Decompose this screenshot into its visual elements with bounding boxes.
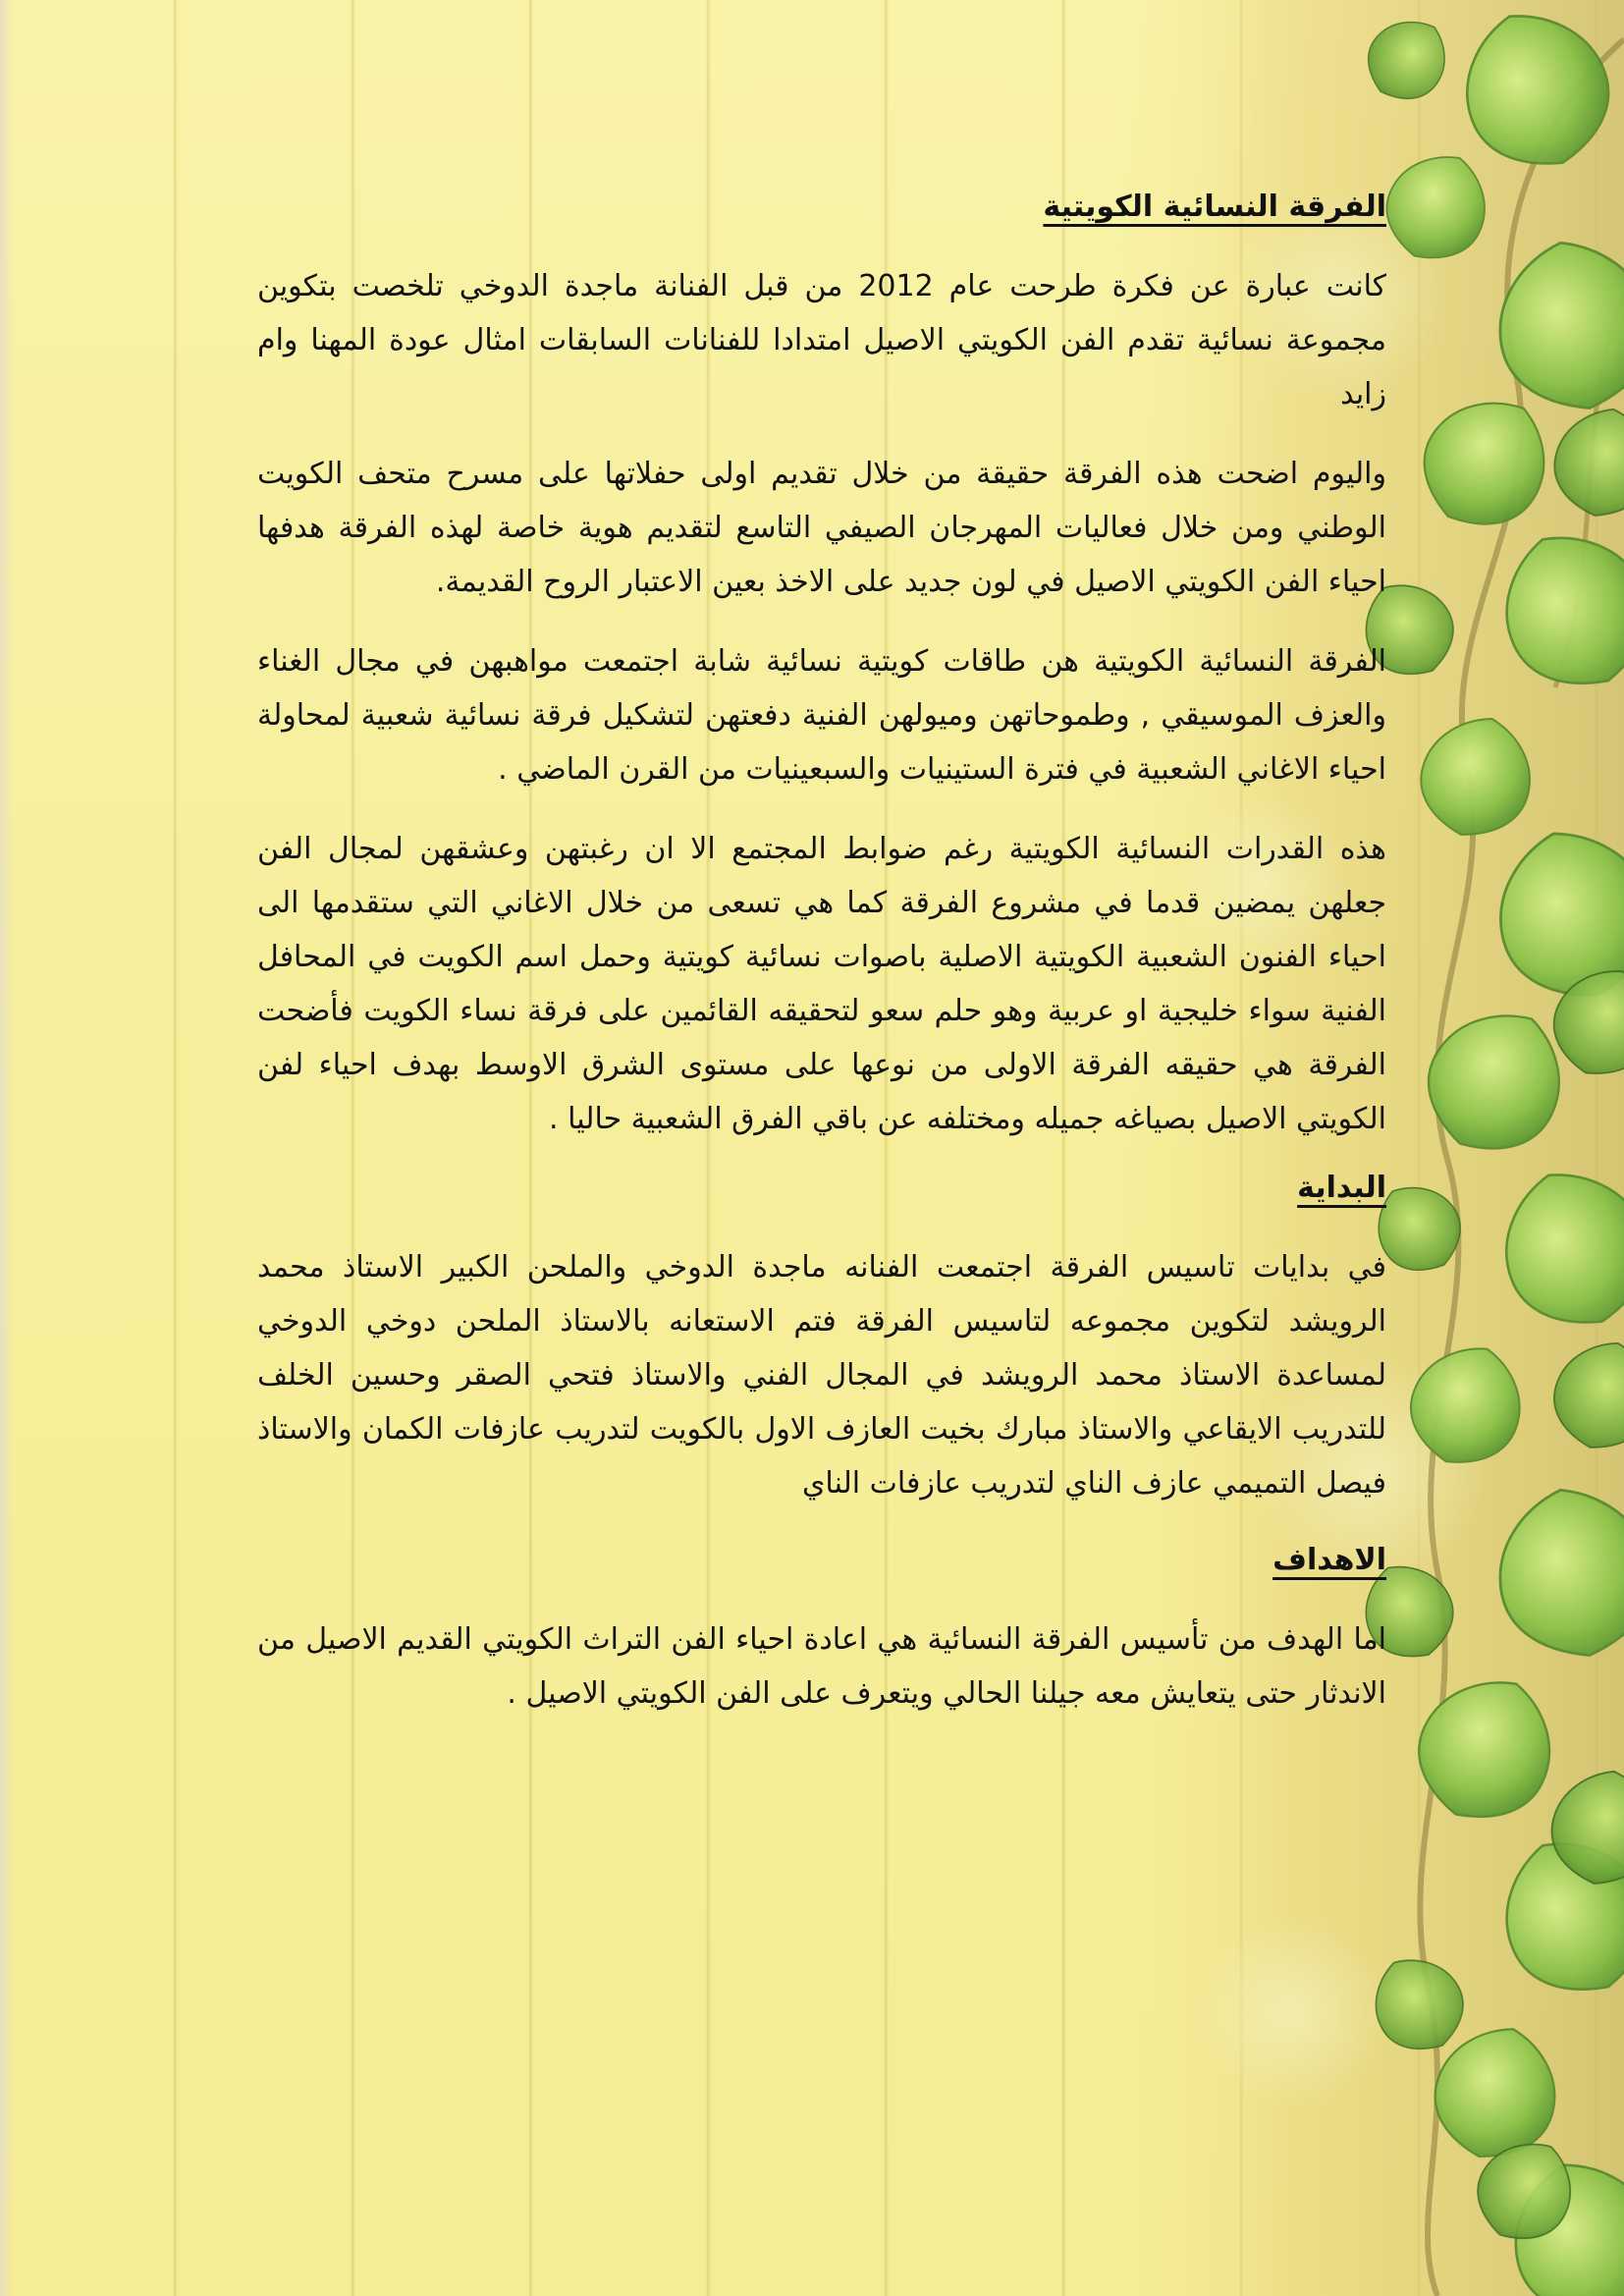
- section-beginning: [257, 1164, 1386, 1510]
- section-heading-beginning: البداية: [1297, 1171, 1386, 1205]
- paragraph: واليوم اضحت هذه الفرقة حقيقة من خلال تقديم اولى حفلاتها على مسرح متحف الكويت الوطني ومن خلال فعاليات المهرجان الصيفي التاسع لتقديم هوية خاصة لهذه الفرقة هدفها احياء الفن الكويتي الاصيل في لون جديد على الاخذ بعين الاعتبار الروح القديمة.: [257, 457, 1386, 599]
- paragraph: كانت عبارة عن فكرة طرحت عام 2012 من قبل الفنانة ماجدة الدوخي تلخصت بتكوين مجموعة نسائية تقدم الفن الكويتي الاصيل امتدادا للفنانات السابقات امثال عودة المهنا وام زايد: [257, 269, 1386, 411]
- paragraph: في بدايات تاسيس الفرقة اجتمعت الفنانه ماجدة الدوخي والملحن الكبير الاستاذ محمد الرويشد لتكوين مجموعه لتاسيس الفرقة فتم الاستعانه بالاستاذ الملحن دوخي الدوخي لمساعدة الاستاذ محمد الرويشد في المجال الفني والاستاذ فتحي الصقر وحسين الخلف للتدريب الايقاعي والاستاذ مبارك بخيت العازف الاول بالكويت لتدريب عازفات الكمان والاستاذ فيصل التميمي عازف الناي لتدريب عازفات الناي: [257, 1250, 1386, 1501]
- paragraph: الفرقة النسائية الكويتية هن طاقات كويتية نسائية شابة اجتمعت مواهبهن في مجال الغناء والعزف الموسيقي , وطموحاتهن وميولهن الفنية دفعتهن لتشكيل فرقة نسائية شعبية لمحاولة احياء الاغاني الشعبية في فترة الستينيات والسبعينيات من القرن الماضي .: [257, 644, 1386, 787]
- section-heading-troupe: الفرقة النسائية الكويتية: [1043, 190, 1386, 224]
- section-intro: [257, 183, 1386, 1146]
- paper-edge: [0, 0, 14, 2296]
- paragraph: اما الهدف من تأسيس الفرقة النسائية هي اعادة احياء الفن التراث الكويتي القديم الاصيل من الاندثار حتى يتعايش معه جيلنا الحالي ويتعرف على الفن الكويتي الاصيل .: [257, 1622, 1386, 1711]
- paragraph: هذه القدرات النسائية الكويتية رغم ضوابط المجتمع الا ان رغبتهن وعشقهن لمجال الفن جعلهن يمضين قدما في مشروع الفرقة كما هي تسعى من خلال الاغاني التي ستقدمها الى احياء الفنون الشعبية الكويتية الاصلية باصوات نسائية كويتية وحمل اسم الكويت في المحافل الفنية سواء خليجية او عربية وهو حلم سعو لتحقيقه القائمين على فرقة نساء الكويت فأضحت الفرقة هي حقيقه الفرقة الاولى من نوعها على مستوى الشرق الاوسط بهدف احياء لفن الكويتي الاصيل بصياغه جميله ومختلفه عن باقي الفرق الشعبية حاليا .: [257, 832, 1386, 1136]
- section-goals: [257, 1536, 1386, 1721]
- section-heading-goals: الاهداف: [1272, 1543, 1386, 1577]
- document-body: [257, 183, 1386, 1746]
